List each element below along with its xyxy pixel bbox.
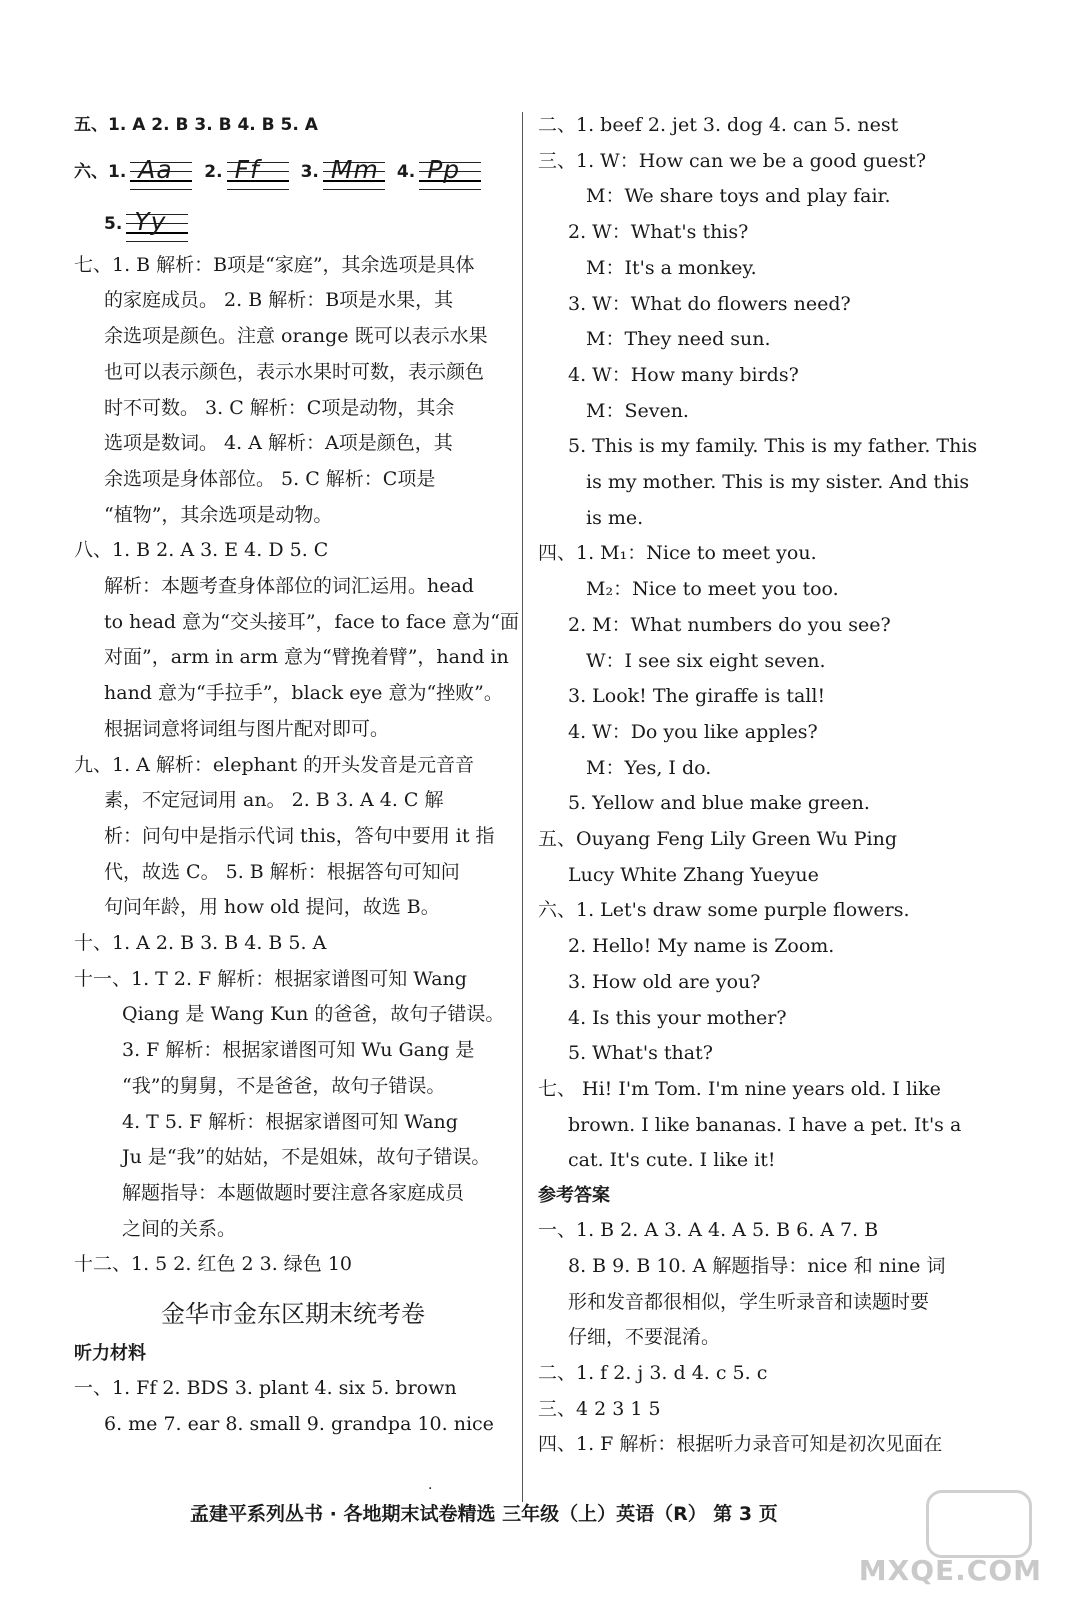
footer-text: 孟建平系列丛书 · 各地期末试卷精选 三年级（上）英语（R） 第 3 页 (190, 1503, 778, 1525)
left-column (74, 108, 519, 1443)
answer-line: 九、1. A 解析：elephant 的开头发音是元音音 (74, 753, 475, 776)
answer-line: 形和发音都很相似，学生听录音和读题时要 (568, 1290, 930, 1313)
answer-line: 4. Is this your mother? (568, 1006, 787, 1029)
answer-line: 七、 Hi! I'm Tom. I'm nine years old. I like (538, 1077, 941, 1100)
answer-line: 六、1. Let's draw some purple flowers. (538, 899, 910, 922)
watermark-logo (856, 1490, 1046, 1590)
answer-line: 五、Ouyang Feng Lily Green Wu Ping (538, 828, 898, 851)
answer-line: 二、1. f 2. j 3. d 4. c 5. c (538, 1361, 768, 1384)
answer-line: 三、1. W：How can we be a good guest? (538, 149, 927, 172)
answer-line: brown. I like bananas. I have a pet. It's a (568, 1113, 962, 1136)
answer-line: 解题指导：本题做题时要注意各家庭成员 (122, 1181, 465, 1204)
answer-line: “植物”，其余选项是动物。 (104, 503, 333, 526)
answer-line: 4. W：Do you like apples? (568, 720, 818, 743)
handwriting-box (323, 156, 385, 190)
answer-line: 三、4 2 3 1 5 (538, 1397, 661, 1420)
answer-line: Lucy White Zhang Yueyue (568, 863, 819, 886)
answer-line: 3. W：What do flowers need? (568, 292, 851, 315)
handwriting-row (74, 144, 512, 202)
answer-line: 十一、1. T 2. F 解析：根据家谱图可知 Wang (74, 967, 467, 990)
answer-line: 素，不定冠词用 an。 2. B 3. A 4. C 解 (104, 789, 444, 812)
answer-line: 余选项是颜色。注意 orange 既可以表示水果 (104, 325, 488, 348)
answer-line: cat. It's cute. I like it! (568, 1149, 776, 1172)
item-label: 5. (104, 213, 123, 234)
answer-line: 余选项是身体部位。 5. C 解析：C项是 (104, 467, 436, 490)
answer-line: 四、1. M₁：Nice to meet you. (538, 542, 817, 565)
handwriting-text: Aa (138, 154, 173, 184)
answer-line: 5. What's that? (568, 1042, 713, 1065)
answer-line: M：We share toys and play fair. (586, 185, 891, 208)
answer-line: 四、1. F 解析：根据听力录音可知是初次见面在 (538, 1433, 943, 1456)
answer-line: 5. This is my family. This is my father. This (568, 435, 978, 458)
answer-line: 代，故选 C。 5. B 解析：根据答句可知问 (104, 860, 460, 883)
answer-line: 5. Yellow and blue make green. (568, 792, 870, 815)
answer-line: 句问年龄，用 how old 提问，故选 B。 (104, 896, 440, 919)
answer-line: 十二、1. 5 2. 红色 2 3. 绿色 10 (74, 1253, 353, 1276)
answer-line: 3. F 解析：根据家谱图可知 Wu Gang 是 (122, 1039, 475, 1062)
answer-line: 一、1. B 2. A 3. A 4. A 5. B 6. A 7. B (538, 1219, 879, 1242)
item-label: 3. (300, 161, 319, 182)
handwriting-box (126, 208, 188, 242)
item-label: 2. (204, 161, 223, 182)
answer-line: 对面”，arm in arm 意为“臂挽着臂”，hand in (104, 646, 509, 669)
answer-line: 一、1. Ff 2. BDS 3. plant 4. six 5. brown (74, 1377, 457, 1400)
answer-line: M：They need sun. (586, 328, 771, 351)
handwriting-text: Yy (134, 206, 167, 236)
answer-line: is me. (586, 506, 644, 529)
answer-line: 析：问句中是指示代词 this，答句中要用 it 指 (104, 824, 495, 847)
answer-line: 3. How old are you? (568, 970, 761, 993)
answer-line: 2. Hello! My name is Zoom. (568, 935, 835, 958)
answer-line: 2. M：What numbers do you see? (568, 613, 891, 636)
answer-line: 七、1. B 解析：B项是“家庭”，其余选项是具体 (74, 253, 475, 276)
handwriting-text: Pp (427, 154, 461, 184)
answer-line: 8. B 9. B 10. A 解题指导：nice 和 nine 词 (568, 1254, 946, 1277)
answer-line: “我”的舅舅，不是爸爸，故句子错误。 (122, 1074, 446, 1097)
right-column (538, 108, 1010, 1463)
answer-line: 时不可数。 3. C 解析：C项是动物，其余 (104, 396, 455, 419)
answer-line: 之间的关系。 (122, 1217, 237, 1240)
answer-line: 3. Look! The giraffe is tall! (568, 685, 826, 708)
item-label: 4. (396, 161, 416, 182)
watermark-stamp-icon (926, 1490, 1032, 1558)
sub-title: 参考答案 (538, 1185, 610, 1207)
sub-title: 听力材料 (74, 1343, 146, 1365)
answer-line: 五、1. A 2. B 3. B 4. B 5. A (74, 115, 318, 135)
section-title: 金华市金东区期末统考卷 (161, 1300, 425, 1329)
answer-line: 的家庭成员。 2. B 解析：B项是水果，其 (104, 289, 454, 312)
answer-line: W：I see six eight seven. (586, 649, 826, 672)
watermark-text: MXQE.COM (858, 1554, 1042, 1587)
answer-line: M：Seven. (586, 399, 689, 422)
answer-line: M₂：Nice to meet you too. (586, 578, 839, 601)
answer-line: 解析：本题考查身体部位的词汇运用。head (104, 575, 474, 598)
handwriting-row (74, 202, 512, 248)
answer-line: 根据词意将词组与图片配对即可。 (104, 717, 390, 740)
answer-line: is my mother. This is my sister. And this (586, 471, 970, 494)
answer-line: 6. me 7. ear 8. small 9. grandpa 10. nice (104, 1412, 494, 1435)
answer-line: hand 意为“手拉手”，black eye 意为“挫败”。 (104, 682, 503, 705)
answer-line: 二、1. beef 2. jet 3. dog 4. can 5. nest (538, 114, 899, 136)
answer-line: 八、1. B 2. A 3. E 4. D 5. C (74, 539, 329, 562)
answer-line: 也可以表示颜色，表示水果时可数，表示颜色 (104, 360, 485, 383)
answer-line: 4. T 5. F 解析：根据家谱图可知 Wang (122, 1110, 458, 1133)
column-divider (522, 112, 523, 1502)
answer-line: 选项是数词。 4. A 解析：A项是颜色，其 (104, 432, 453, 455)
handwriting-text: Ff (234, 154, 260, 184)
handwriting-text: Mm (330, 154, 379, 184)
answer-line: Qiang 是 Wang Kun 的爸爸，故句子错误。 (122, 1003, 505, 1026)
answer-line: M：It's a monkey. (586, 256, 757, 279)
handwriting-box (130, 156, 192, 190)
footer-dot: · (428, 1481, 433, 1497)
answer-line: to head 意为“交头接耳”，face to face 意为“面 (104, 610, 519, 633)
item-label: 六、1. (74, 161, 127, 182)
answer-line: 4. W：How many birds? (568, 363, 799, 386)
answer-line: 2. W：What's this? (568, 221, 749, 244)
handwriting-box (227, 156, 289, 190)
answer-line: 十、1. A 2. B 3. B 4. B 5. A (74, 932, 327, 955)
handwriting-box (419, 156, 481, 190)
answer-line: Ju 是“我”的姑姑，不是姐妹，故句子错误。 (122, 1146, 491, 1169)
answer-line: M：Yes, I do. (586, 756, 712, 779)
answer-line: 仔细，不要混淆。 (568, 1326, 721, 1349)
